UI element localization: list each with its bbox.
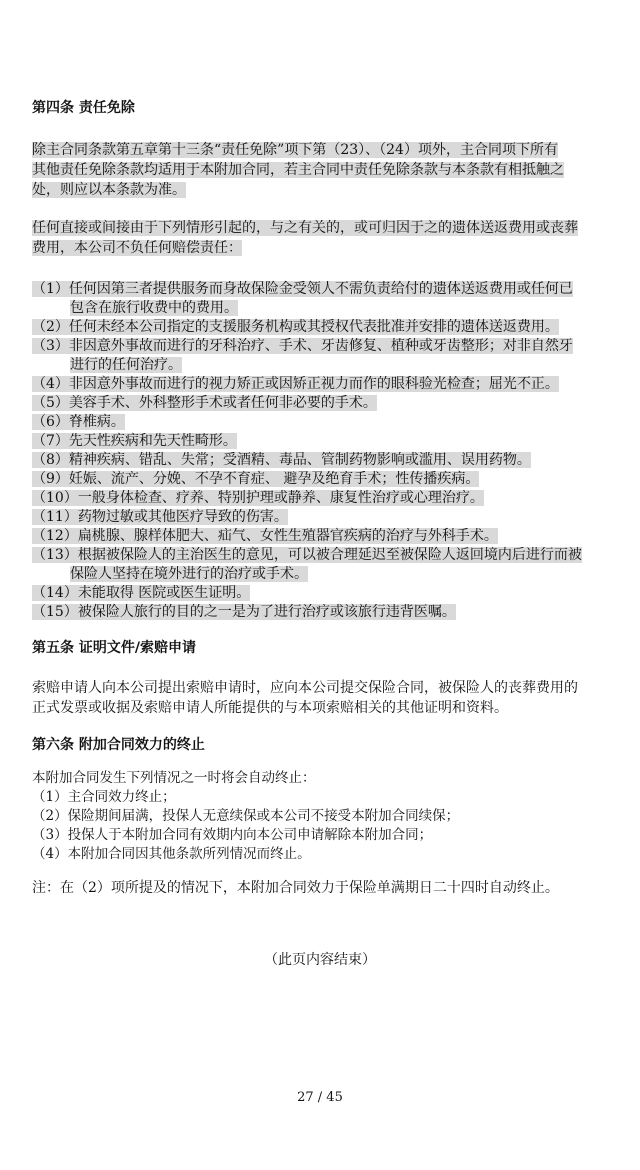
item-text: 脊椎病。 xyxy=(68,414,125,430)
item-text: 妊娠、流产、分娩、不孕不育症、 避孕及绝育手术；性传播疾病。 xyxy=(68,471,480,487)
item-number: （11） xyxy=(32,509,78,525)
item-text: 根据被保险人的主治医生的意见，可以被合理延迟至被保险人返回境内后进行而被 xyxy=(77,547,582,563)
article5-paragraph xyxy=(32,678,610,718)
item-number: （4） xyxy=(32,376,69,392)
item-number: （12） xyxy=(32,528,78,544)
item-number: （2） xyxy=(32,319,69,335)
list-item xyxy=(32,603,622,622)
item-number: （9） xyxy=(32,471,69,487)
item-text: 任何因第三者提供服务而身故保险金受领人不需负责给付的遗体送返费用或任何已 xyxy=(68,281,573,297)
text-line: 除主合同条款第五章第十三条“责任免除”项下第（23）、（24）项外，主合同项下所有 xyxy=(32,142,558,158)
item-text: 未能取得 医院或医生证明。 xyxy=(77,585,251,601)
item-number: （10） xyxy=(32,490,78,506)
note-text: 注：在（2）项所提及的情况下，本附加合同效力于保险单满期日二十四时自动终止。 xyxy=(32,880,559,896)
text-line: 处，则应以本条款为准。 xyxy=(32,182,186,198)
text-line: 索赔申请人向本公司提出索赔申请时，应向本公司提交保险合同，被保险人的丧葬费用的 xyxy=(32,680,578,696)
list-item xyxy=(32,318,622,337)
list-item xyxy=(32,527,622,546)
list-item xyxy=(32,546,622,584)
item-number: （7） xyxy=(32,433,69,449)
item-text: 一般身体检查、疗养、特别护理或静养、康复性治疗或心理治疗。 xyxy=(77,490,484,506)
item-number: （3） xyxy=(32,338,69,354)
list-item xyxy=(32,413,622,432)
end-of-page-text: （此页内容结束） xyxy=(264,952,376,968)
list-item xyxy=(32,375,622,394)
text-line: 正式发票或收据及索赔申请人所能提供的与本项索赔相关的其他证明和资料。 xyxy=(32,700,508,716)
item-text: 被保险人旅行的目的之一是为了进行治疗或该旅行违背医嘱。 xyxy=(77,604,456,620)
list-item: （3）投保人于本附加合同有效期内向本公司申请解除本附加合同； xyxy=(32,827,433,843)
item-number: （5） xyxy=(32,395,69,411)
item-text: 非因意外事故而进行的牙科治疗、手术、牙齿修复、植种或牙齿整形；对非自然牙 xyxy=(68,338,573,354)
termination-intro: 本附加合同发生下列情况之一时将会自动终止： xyxy=(32,770,316,786)
item-text: 药物过敏或其他医疗导致的伤害。 xyxy=(77,509,288,525)
item-text: 美容手术、外科整形手术或者任何非必要的手术。 xyxy=(68,395,377,411)
article6-heading: 第六条 附加合同效力的终止 xyxy=(32,737,205,753)
exclusion-list xyxy=(32,280,622,622)
item-text: 先天性疾病和先天性畸形。 xyxy=(68,433,237,449)
list-item xyxy=(32,489,622,508)
item-number: （14） xyxy=(32,585,78,601)
item-text: 包含在旅行收费中的费用。 xyxy=(70,300,238,316)
list-item xyxy=(32,337,622,375)
text-line: 其他责任免除条款均适用于本附加合同，若主合同中责任免除条款与本条款有相抵触之 xyxy=(32,162,564,178)
page-number: 27 / 45 xyxy=(297,1090,343,1105)
list-item: （2）保险期间届满，投保人无意续保或本公司不接受本附加合同续保； xyxy=(32,808,460,824)
item-number: （8） xyxy=(32,452,69,468)
text-line: 费用，本公司不负任何赔偿责任： xyxy=(32,240,242,256)
list-item xyxy=(32,584,622,603)
item-number: （15） xyxy=(32,604,78,620)
item-text: 精神疾病、错乱、失常；受酒精、毒品、管制药物影响或滥用、误用药物。 xyxy=(68,452,531,468)
item-text: 非因意外事故而进行的视力矫正或因矫正视力而作的眼科验光检查；屈光不正。 xyxy=(68,376,559,392)
article4-heading: 第四条 责任免除 xyxy=(32,100,135,116)
termination-note xyxy=(32,878,610,898)
list-item xyxy=(32,451,622,470)
list-item xyxy=(32,280,622,318)
item-number: （6） xyxy=(32,414,69,430)
termination-list xyxy=(32,769,610,864)
item-text: 进行的任何治疗。 xyxy=(70,357,182,373)
list-item xyxy=(32,432,622,451)
list-item xyxy=(32,508,622,527)
item-text: 扁桃腺、腺样体肥大、疝气、女性生殖器官疾病的治疗与外科手术。 xyxy=(77,528,498,544)
list-item xyxy=(32,470,622,489)
item-text: 保险人坚持在境外进行的治疗或手术。 xyxy=(70,566,308,582)
article4-paragraph-1 xyxy=(32,140,610,200)
article5-heading: 第五条 证明文件/索赔申请 xyxy=(32,640,196,656)
list-item xyxy=(32,394,622,413)
item-number: （13） xyxy=(32,547,78,563)
item-number: （1） xyxy=(32,281,69,297)
article4-paragraph-2 xyxy=(32,218,610,258)
list-item: （4）本附加合同因其他条款所列情况而终止。 xyxy=(32,846,311,862)
item-text: 任何未经本公司指定的支援服务机构或其授权代表批准并安排的遗体送返费用。 xyxy=(68,319,559,335)
text-line: 任何直接或间接由于下列情形引起的，与之有关的，或可归因于之的遗体送返费用或丧葬 xyxy=(32,220,578,236)
list-item: （1）主合同效力终止； xyxy=(32,789,176,805)
